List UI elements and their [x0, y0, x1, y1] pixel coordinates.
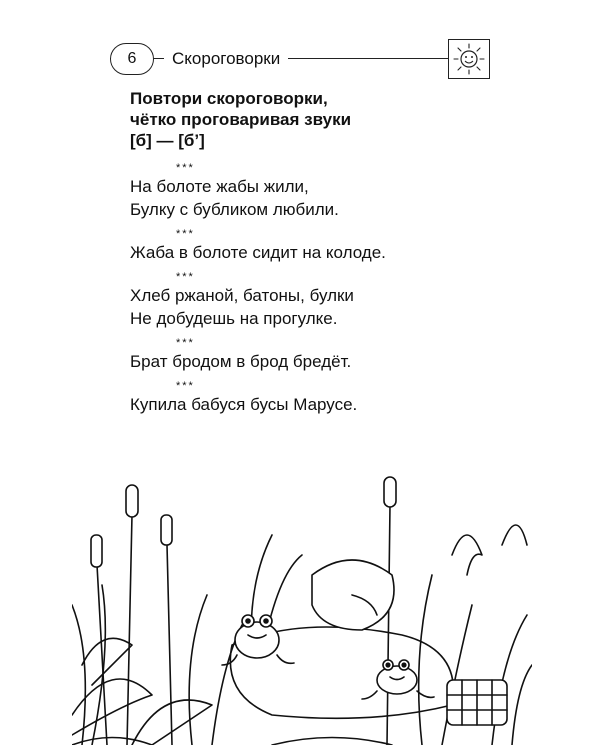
task-title-line: Повтори скороговорки,: [130, 89, 328, 108]
verse-5: [130, 379, 490, 416]
verse-separator: ***: [176, 228, 195, 240]
verse-separator: ***: [176, 162, 195, 174]
verse-separator: ***: [176, 380, 195, 392]
section-title: Скороговорки: [164, 43, 288, 75]
verse-line: Булку с бубликом любили.: [130, 200, 339, 219]
swamp-frogs-illustration-icon: [72, 455, 532, 745]
verse-2: [130, 227, 490, 264]
task-title-line: чётко проговаривая звуки: [130, 110, 352, 129]
verse-separator: ***: [176, 271, 195, 283]
page-number: 6: [110, 43, 154, 75]
verse-line: Не добудешь на прогулке.: [130, 309, 338, 328]
page-header: [110, 43, 490, 75]
verse-line: Купила бабуся бусы Марусе.: [130, 395, 358, 414]
sun-icon: [448, 39, 490, 79]
task-title-line: [б] — [б’]: [130, 131, 205, 150]
verse-line: Жаба в болоте сидит на колоде.: [130, 243, 386, 262]
verse-line: Брат бродом в брод бредёт.: [130, 352, 352, 371]
tongue-twisters-content: [130, 88, 490, 416]
verse-4: [130, 336, 490, 373]
verse-line: Хлеб ржаной, батоны, булки: [130, 286, 354, 305]
verse-line: На болоте жабы жили,: [130, 177, 309, 196]
verse-separator: ***: [176, 337, 195, 349]
verse-3: [130, 270, 490, 330]
task-title: [130, 88, 490, 151]
verse-1: [130, 161, 490, 221]
